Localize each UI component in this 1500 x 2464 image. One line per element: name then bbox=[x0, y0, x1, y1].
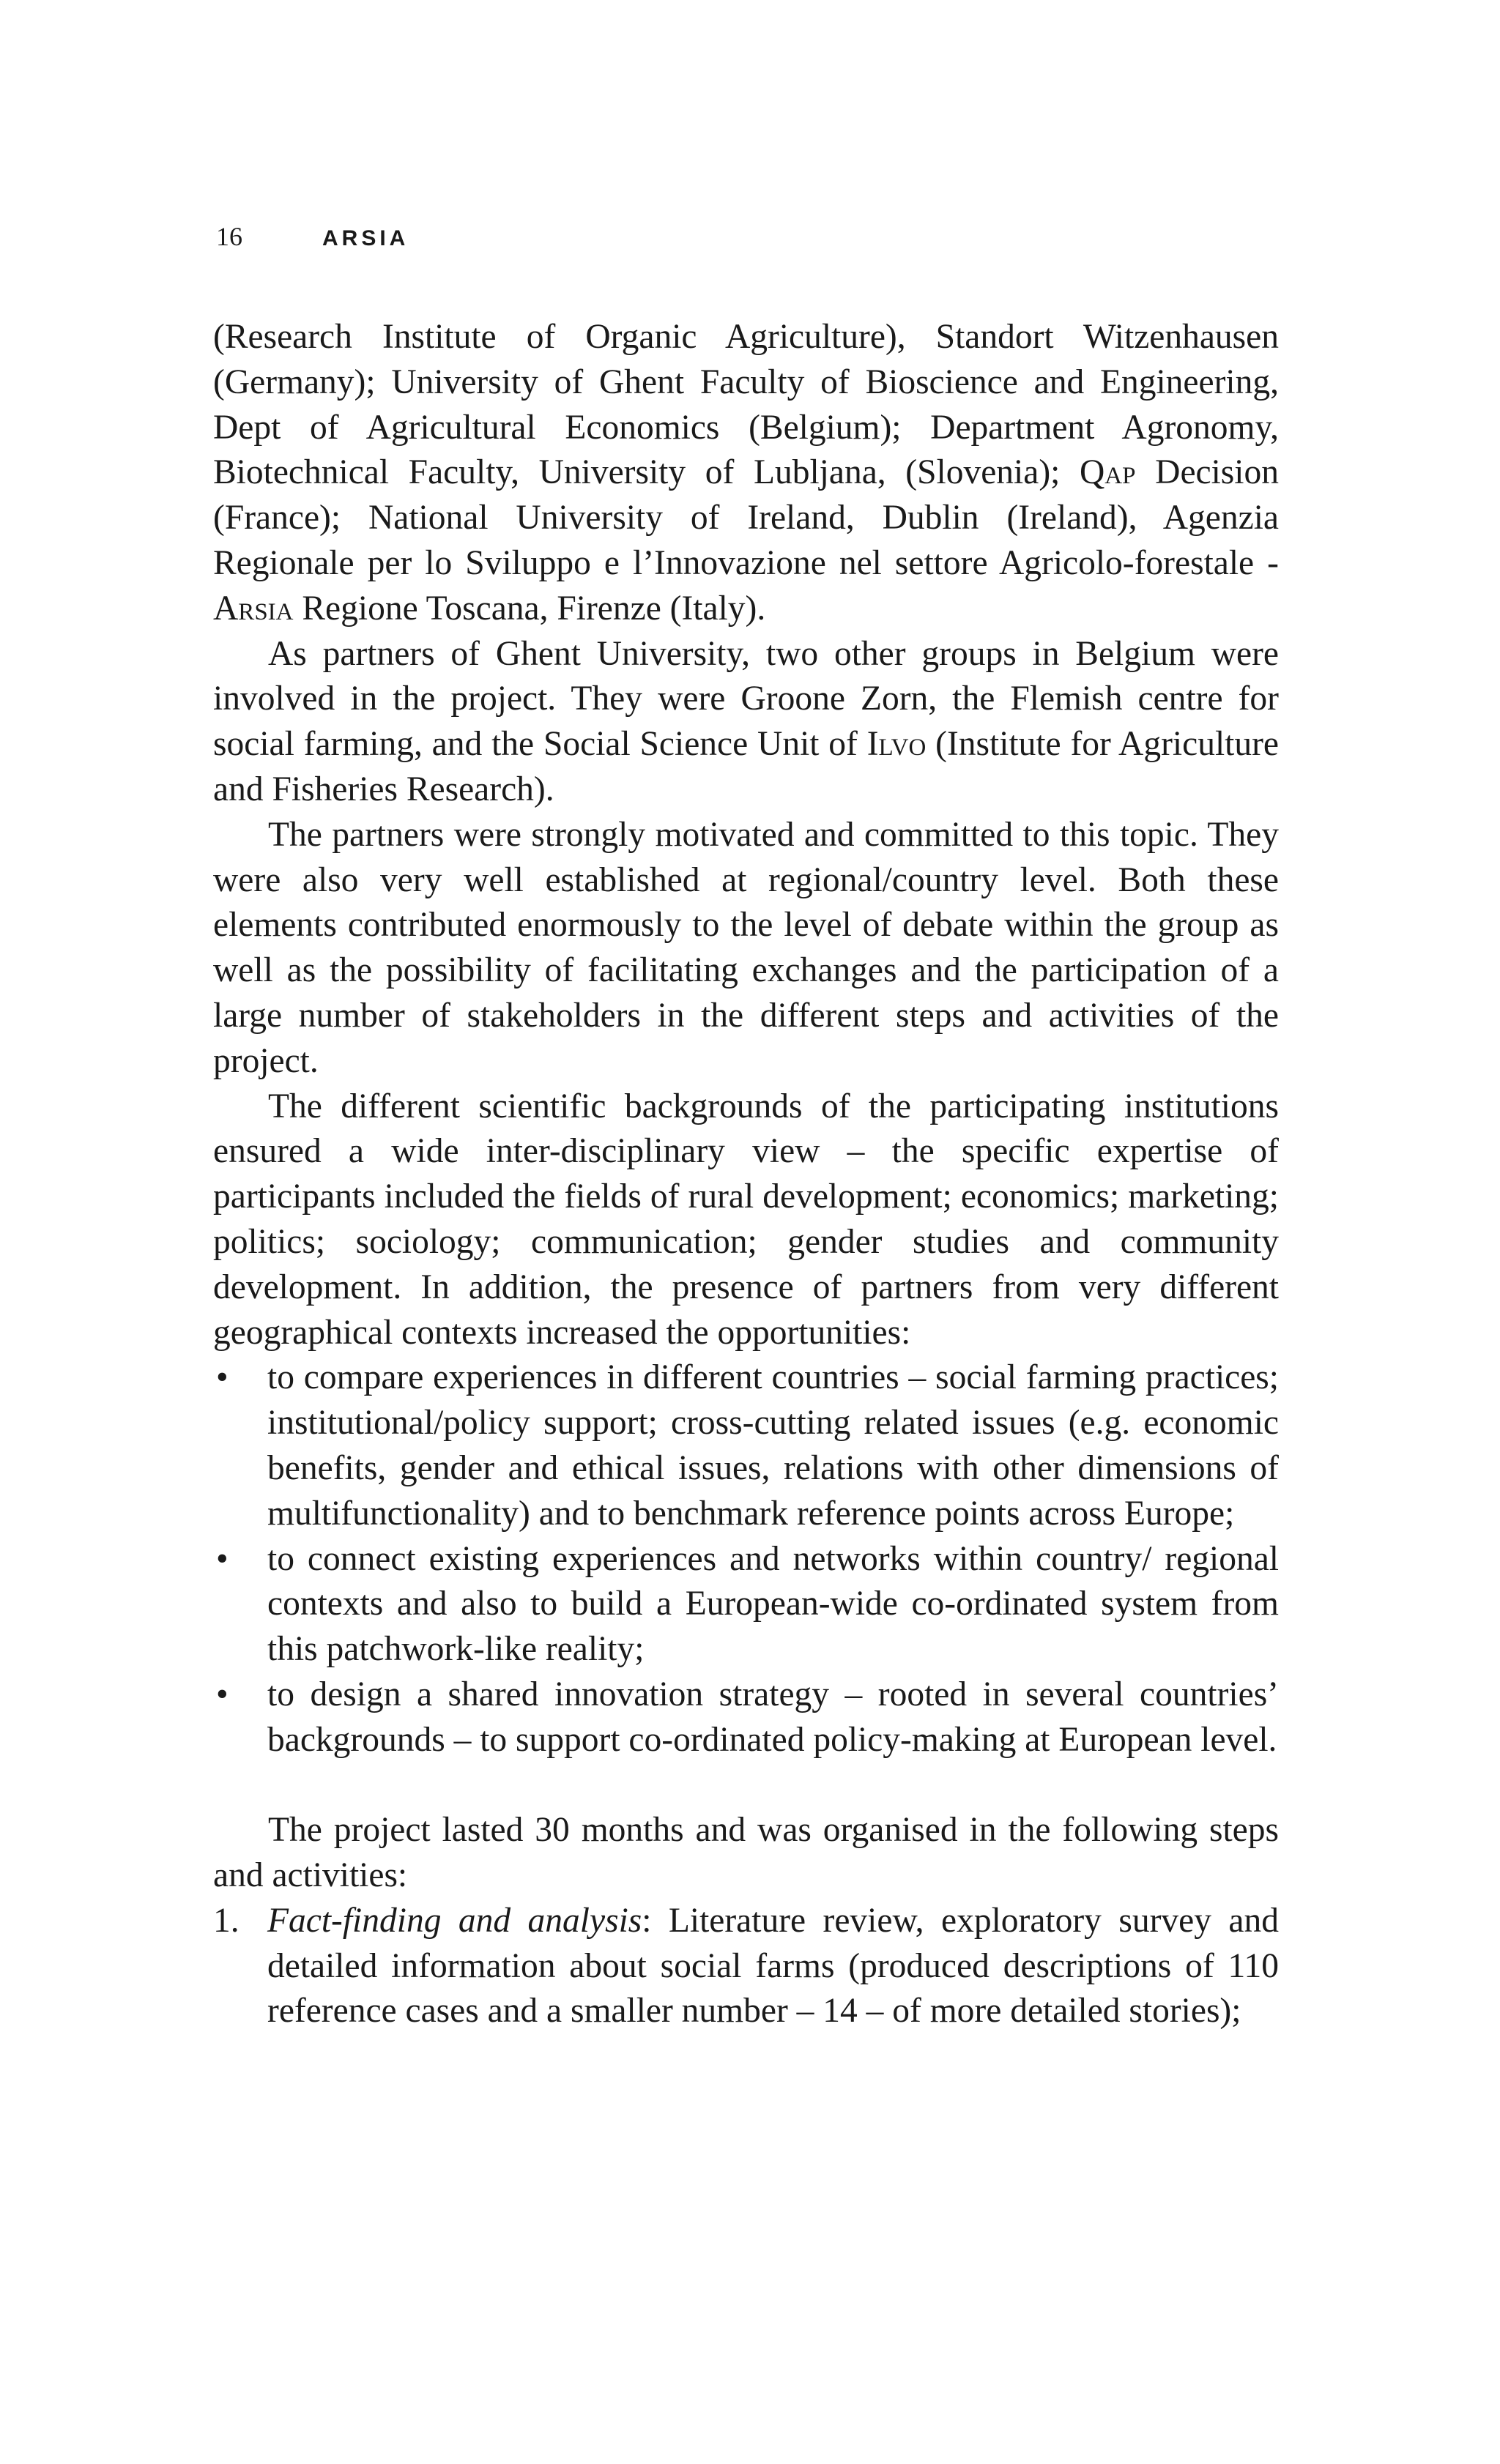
step-item bbox=[213, 1899, 1279, 2034]
bullet-icon: • bbox=[216, 1675, 229, 1713]
step-number: 1. bbox=[213, 1901, 240, 1940]
paragraph-project-steps: The project lasted 30 months and was organised in the following steps and activities: bbox=[213, 1811, 1279, 1895]
paragraph-motivation: The partners were strongly motivated and committed to this topic. They were also very well established at regional/country level. Both these elements contributed enormously to the level of debate within the group as well as the possibility of facilitating exchanges and the participation of a large number of stakeholders in the different steps and activities of the project. bbox=[213, 815, 1279, 1080]
running-head: ARSIA bbox=[322, 226, 409, 250]
paragraph-partners-list: (Research Institute of Organic Agriculture), Standort Witzenhausen (Germany); University of Ghent Faculty of Bioscience and Engineering, Dept of Agricultural Economics (Belgium); Department Agronomy, Biotechnical Faculty, University of Lubljana, (Slovenia); Qap Decision (France); National University of Ireland, Dublin (Ireland), Agenzia Regionale per lo Sviluppo e l’Innovazione nel settore Agricolo-forestale - Arsia Regione Toscana, Firenze (Italy). bbox=[213, 318, 1279, 628]
list-item: • to compare experiences in different countries – social farming practices; institutional/policy support; cross-cutting related issues (e.g. economic benefits, gender and ethical issues, relations with other dimensions of multifunctionality) and to benchmark reference points across Europe; bbox=[213, 1355, 1279, 1536]
page-number: 16 bbox=[216, 222, 242, 251]
step-title: Fact-finding and analysis bbox=[267, 1901, 642, 1940]
bullet-icon: • bbox=[216, 1539, 229, 1578]
list-item: • to design a shared innovation strategy – rooted in several countries’ backgrounds – to support co-ordinated policy-making at European level. bbox=[213, 1672, 1279, 1763]
step-text: : Literature review, exploratory survey and detailed information about social farms (produced descriptions of 110 reference cases and a smaller number – 14 – of more detailed stories); bbox=[267, 1901, 1279, 2031]
arsia-acronym: Arsia bbox=[213, 589, 294, 628]
steps-list bbox=[213, 1899, 1279, 2034]
ilvo-acronym: Ilvo bbox=[866, 725, 927, 764]
page-header bbox=[216, 221, 409, 258]
opportunities-list bbox=[213, 1355, 1279, 1763]
section-spacer bbox=[213, 1763, 1279, 1809]
list-item: • to connect existing experiences and networks within country/ regional contexts and also to build a European-wide co-ordinated system from this patchwork-like reality; bbox=[213, 1537, 1279, 1672]
paragraph-belgium-partners: As partners of Ghent University, two other groups in Belgium were involved in the project. They were Groone Zorn, the Flemish centre for social farming, and the Social Science Unit of Ilvo (Institute for Agriculture and Fisheries Research). bbox=[213, 634, 1279, 808]
qap-acronym: Qap bbox=[1080, 453, 1136, 492]
body-text bbox=[213, 315, 1279, 2034]
paragraph-backgrounds: The different scientific backgrounds of the participating institutions ensured a wide inter-disciplinary view – the specific expertise of participants included the fields of rural development; economics; marketing; politics; sociology; communication; gender studies and community development. In addition, the presence of partners from very different geographical contexts increased the opportunities: bbox=[213, 1087, 1279, 1352]
bullet-icon: • bbox=[216, 1358, 229, 1397]
